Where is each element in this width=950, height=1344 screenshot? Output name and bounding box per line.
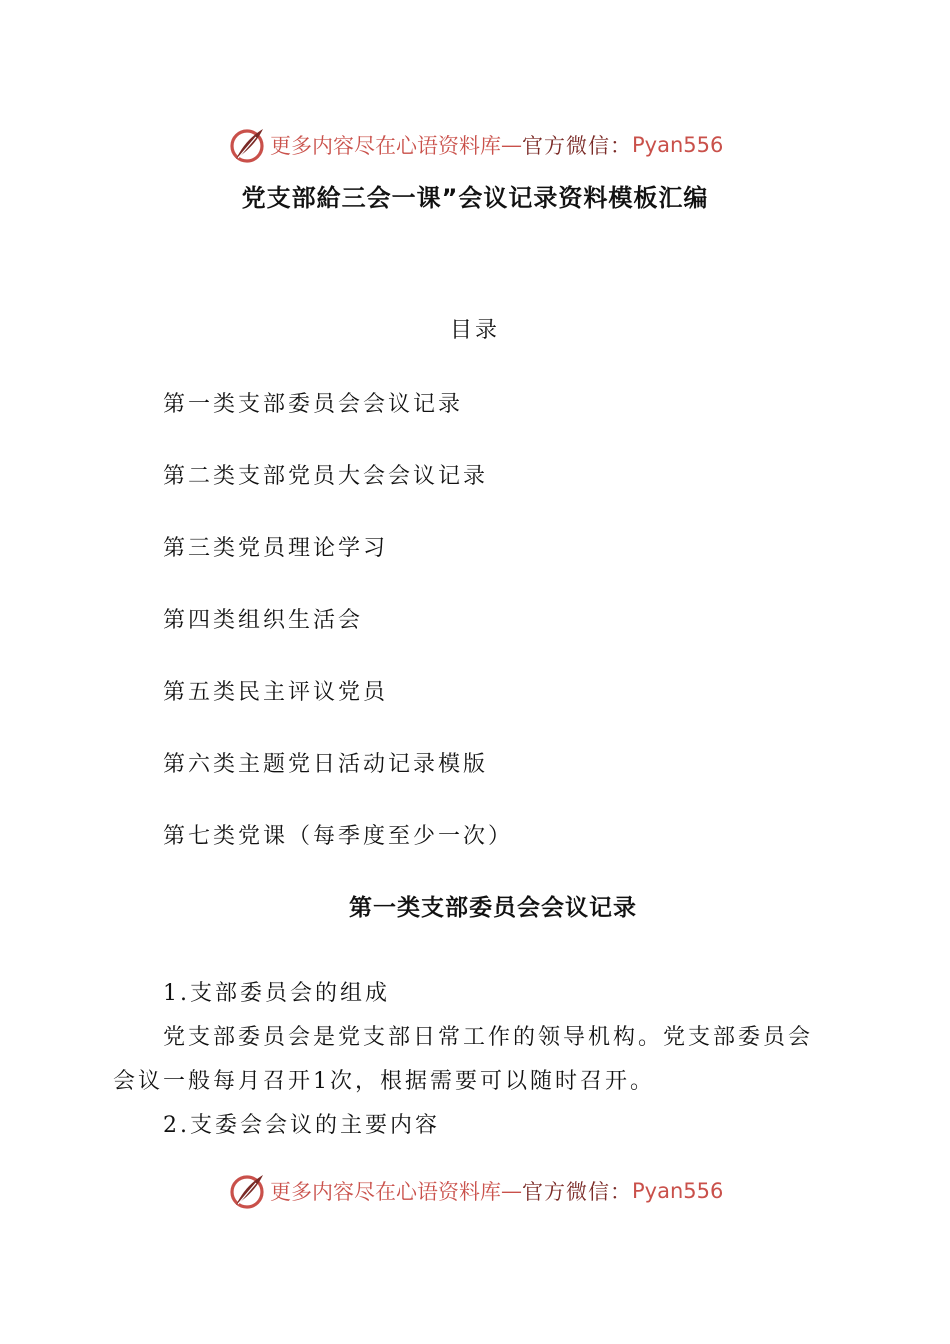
- toc-item: 第三类党员理论学习: [163, 536, 389, 561]
- toc-item: 第四类组织生活会: [163, 608, 364, 633]
- banner-main-text: 更多内容尽在心语资料库: [270, 1180, 501, 1204]
- section-paragraph-line-1: 党支部委员会是党支部日常工作的领导机构。党支部委员会: [163, 1025, 814, 1050]
- quill-logo-icon: [228, 125, 268, 165]
- toc-item: 第五类民主评议党员: [163, 680, 389, 705]
- banner-dash: —: [501, 133, 522, 157]
- banner-label: 官方微信：: [522, 134, 632, 158]
- toc-item: 第六类主题党日活动记录模版: [163, 752, 489, 777]
- banner-wechat-id: Pyan556: [632, 133, 724, 157]
- section-point-1: 1.支部委员会的组成: [163, 981, 390, 1006]
- section-title: 第一类支部委员会会议记录: [349, 895, 637, 921]
- footer-banner: [228, 1171, 723, 1211]
- toc-item: 第七类党课（每季度至少一次）: [163, 824, 514, 849]
- toc-item: 第二类支部党员大会会议记录: [163, 464, 489, 489]
- toc-heading: 目录: [449, 318, 500, 343]
- banner-main-text: 更多内容尽在心语资料库: [270, 134, 501, 158]
- banner-label: 官方微信：: [522, 1180, 632, 1204]
- document-title: 党支部給三会一课”会议记录资料模板汇编: [241, 184, 709, 212]
- section-point-2: 2.支委会会议的主要内容: [163, 1113, 440, 1138]
- banner-wechat-id: Pyan556: [632, 1179, 724, 1203]
- quill-logo-icon: [228, 1171, 268, 1211]
- toc-item: 第一类支部委员会会议记录: [163, 392, 464, 417]
- section-paragraph-line-2: 会议一般每月召开1次，根据需要可以随时召开。: [113, 1069, 655, 1094]
- header-banner: [228, 125, 723, 165]
- banner-dash: —: [501, 1179, 522, 1203]
